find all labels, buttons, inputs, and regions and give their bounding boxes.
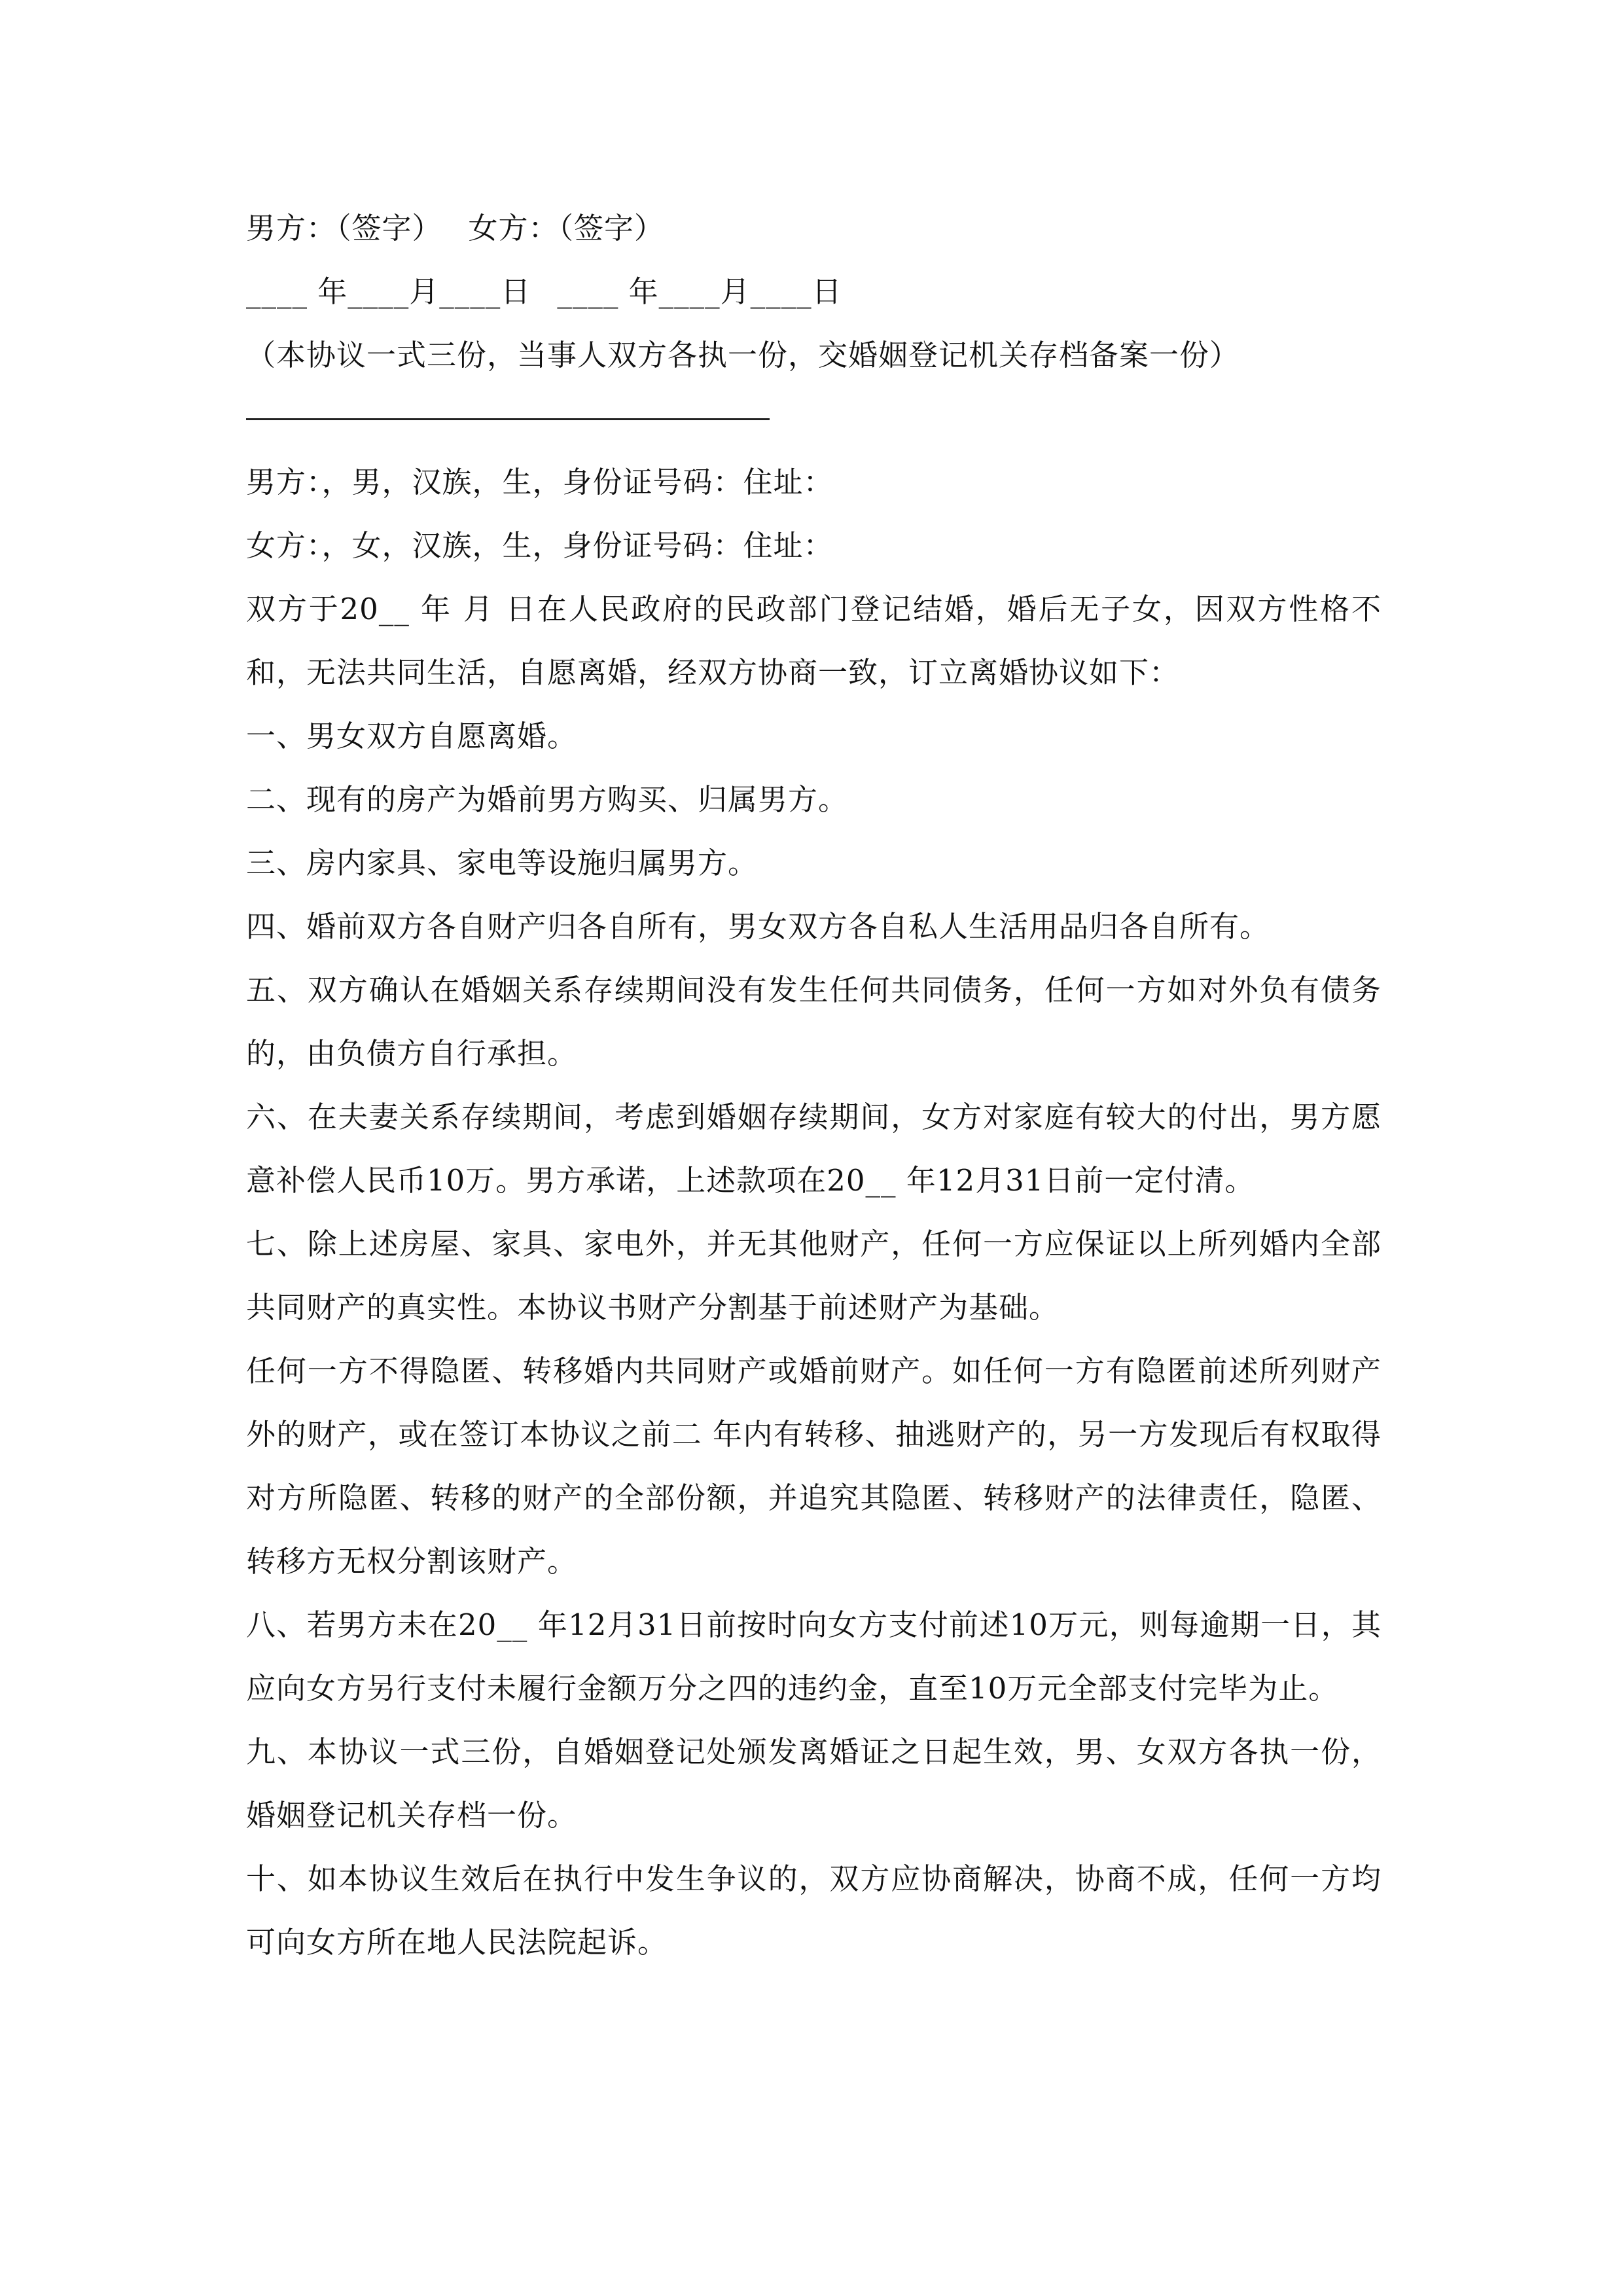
clause-4: 四、婚前双方各自财产归各自所有，男女双方各自私人生活用品归各自所有。 xyxy=(246,909,1270,944)
clause-1: 一、男女双方自愿离婚。 xyxy=(246,719,578,753)
separator xyxy=(246,418,1382,420)
clause-6: 六、在夫妻关系存续期间，考虑到婚姻存续期间，女方对家庭有较大的付出，男方愿意补偿人民币10万。男方承诺，上述款项在20__ 年12月31日前一定付清。 xyxy=(246,1100,1382,1198)
party-man: 男方：，男，汉族，生，身份证号码：住址： xyxy=(246,465,834,499)
party-woman: 女方：，女，汉族，生，身份证号码：住址： xyxy=(246,528,834,563)
clause-3: 三、房内家具、家电等设施归属男方。 xyxy=(246,846,758,880)
separator-rule xyxy=(246,418,770,420)
clause-5: 五、双方确认在婚姻关系存续期间没有发生任何共同债务，任何一方如对外负有债务的，由负债方自行承担。 xyxy=(246,973,1382,1071)
clause-7: 七、除上述房屋、家具、家电外，并无其他财产，任何一方应保证以上所列婚内全部共同财产的真实性。本协议书财产分割基于前述财产为基础。 xyxy=(246,1227,1382,1325)
signature-line xyxy=(246,196,1382,260)
clause-10: 十、如本协议生效后在执行中发生争议的，双方应协商解决，协商不成，任何一方均可向女方所在地人民法院起诉。 xyxy=(246,1861,1382,1960)
clause-8: 八、若男方未在20__ 年12月31日前按时向女方支付前述10万元，则每逾期一日，其应向女方另行支付未履行金额万分之四的违约金，直至10万元全部支付完毕为止。 xyxy=(246,1607,1382,1706)
clause-9: 九、本协议一式三份，自婚姻登记处颁发离婚证之日起生效，男、女双方各执一份，婚姻登记机关存档一份。 xyxy=(246,1734,1382,1833)
man-date: ____ 年____月____日 xyxy=(246,274,531,309)
clause-2: 二、现有的房产为婚前男方购买、归属男方。 xyxy=(246,782,849,817)
woman-date: ____ 年____月____日 xyxy=(557,274,842,309)
document-body xyxy=(246,196,1382,1974)
intro-paragraph: 双方于20__ 年 月 日在人民政府的民政部门登记结婚，婚后无子女，因双方性格不和，无法共同生活，自愿离婚，经双方协商一致，订立离婚协议如下： xyxy=(246,592,1382,690)
clause-7-continued: 任何一方不得隐匿、转移婚内共同财产或婚前财产。如任何一方有隐匿前述所列财产外的财产，或在签订本协议之前二 年内有转移、抽逃财产的，另一方发现后有权取得对方所隐匿、转移的财产的全部份额，并追究其隐匿、转移财产的法律责任，隐匿、转移方无权分割该财产。 xyxy=(246,1354,1382,1579)
copies-note: （本协议一式三份，当事人双方各执一份，交婚姻登记机关存档备案一份） xyxy=(246,338,1240,372)
date-line xyxy=(246,260,1382,323)
woman-signature: 女方：（签字） xyxy=(468,211,665,245)
man-signature: 男方：（签字） xyxy=(246,211,442,245)
